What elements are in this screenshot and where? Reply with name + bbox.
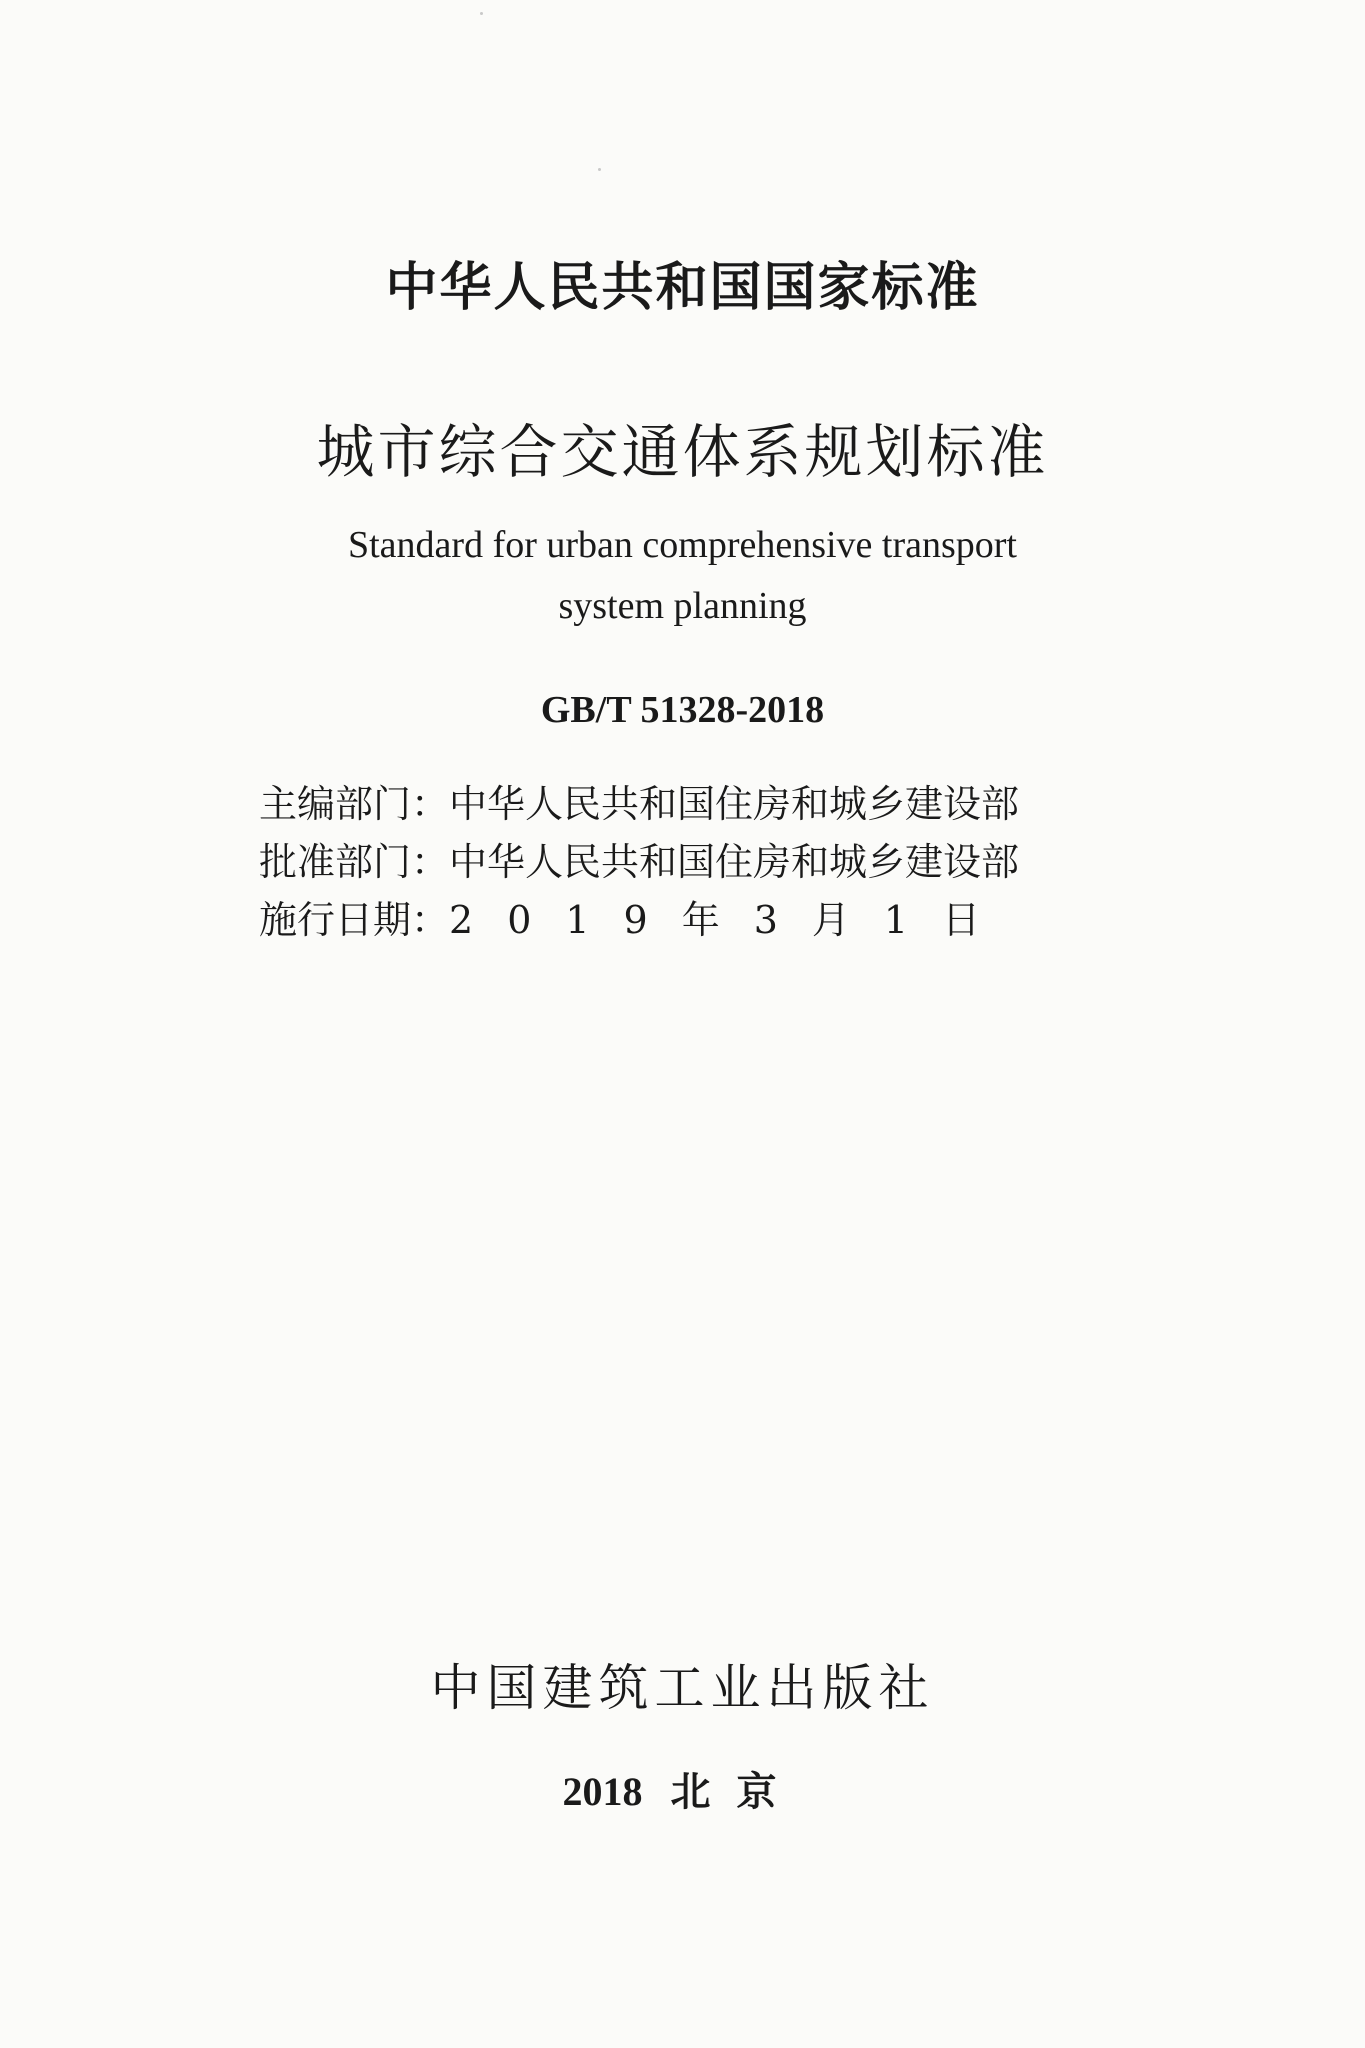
imprint-year: 2018 [562,1769,643,1814]
english-title-line-2: system planning [558,585,807,627]
info-row-editor [259,775,1079,833]
info-value: 中华人民共和国住房和城乡建设部 [449,782,1020,826]
effective-date-value: 2019年3月1日 [449,898,1015,942]
info-value: 中华人民共和国住房和城乡建设部 [449,840,1020,884]
info-row-approver [259,833,1079,891]
national-standard-heading: 中华人民共和国国家标准 [385,258,980,318]
standard-number: GB/T 51328-2018 [540,689,825,731]
info-label: 主编部门： [259,782,450,826]
scan-speck [480,12,483,15]
info-row-effective-date [259,891,1079,949]
scan-speck [598,168,601,171]
info-block [259,775,1079,949]
imprint-city: 北京 [670,1769,803,1814]
chinese-title: 城市综合交通体系规划标准 [316,418,1049,486]
publisher-name: 中国建筑工业出版社 [430,1659,935,1717]
info-label: 批准部门： [259,840,450,884]
info-label: 施行日期： [259,898,450,942]
imprint-line [0,1760,1365,1817]
english-title-line-1: Standard for urban comprehensive transport [347,524,1017,566]
